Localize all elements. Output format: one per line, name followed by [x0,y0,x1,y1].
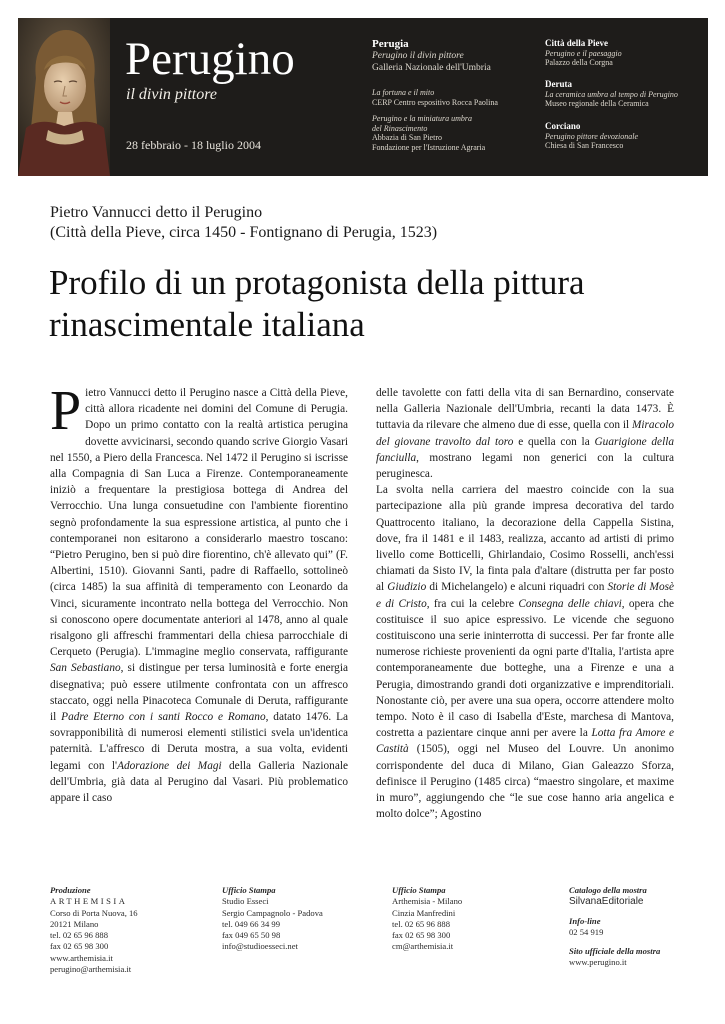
venue-city: Perugia [372,38,409,50]
text-run: di Michelangelo) e alcuni riquadri con [426,581,608,594]
banner-title: Perugino [125,33,295,85]
author-dates: (Città della Pieve, circa 1450 - Fontignano di Perugia, 1523) [50,224,438,241]
show-title: Perugino e la miniatura umbra [372,114,472,123]
text-run: , datato 1476. La sovrapponibilità di numerosi elementi stilistici svela un'identica paternità. L'affresco di Deruta mostra, a sua volta, evidenti legami con l' [50,711,348,772]
banner-dates: 28 febbraio - 18 luglio 2004 [126,138,261,152]
footer-line: Arthemisia - Milano [392,896,463,907]
show-title: Perugino il divin pittore [372,51,464,62]
show-title: Perugino pittore devozionale [545,131,639,141]
drop-cap: P [50,380,82,442]
show-venue: CERP Centro espositivo Rocca Paolina [372,97,498,107]
footer-production [50,885,210,975]
author-info [50,203,670,243]
venue-city: Deruta [545,79,572,89]
show-venue: Museo regionale della Ceramica [545,99,649,109]
text-run: della Galleria Nazionale dell'Umbria, già data al Perugino dal Vasari. Più problematico appare il caso [50,759,348,805]
show-venue: Fondazione per l'Istruzione Agraria [372,142,486,152]
footer-line: Studio Esseci [222,896,269,907]
portrait-illustration [18,18,110,176]
footer-catalog [569,885,709,969]
work-title: Adorazione dei Magi [117,759,222,772]
show-venue: Palazzo della Corgna [545,58,613,68]
text-run: (1505), oggi nel Museo del Louvre. Un anonimo corrispondente del duca di Milano, Gian Galeazzo Sforza, definisce il Perugino (1485 circa) “maestro singolare, et maxime in muro”, aggiungendo che “le sue cose hanno aria angelica e molto dolce”; Agostino [376,743,674,821]
show-title: La fortuna e il mito [372,88,435,97]
text-run: ietro Vannucci detto il Perugino nasce a Città della Pieve, città allora ricadente nei domini del Comune di Perugia. Dopo un primo contatto con la realtà artistica perugina dovette avvicinarsi, secondo quando scrive Giorgio Vasari nel 1550, a Piero della Francesca. Nel 1472 il Perugino si iscrisse alla Compagnia di San Luca a Firenze. Contemporaneamente iniziò a frequentare la prestigiosa bottega di Andrea del Verrocchio. Una lunga consuetudine con l'ambiente fiorentino segnò profondamente la sua espressione artistica, al punto che i contemporanei non esitarono a considerarlo maestro toscano: “Pietro Perugino, ben si può dire fiorentino, ch'è allevato qui” (F. Albertini, 1510). Giovanni Santi, padre di Raffaello, sottolineò (circa 1485) la sua affinità di temperamento con Leonardo da Vinci, sicuramente incontrato nella bottega del Verrocchio. Non si conoscono opere documentate anteriori al 1478, anno al quale risalgono gli affreschi frammentari della chiesa parrocchiale di Cerqueto (Perugia). L'immagine meglio conservata, raffigurante [50,387,348,659]
footer-email[interactable]: perugino@arthemisia.it [50,964,132,975]
work-title: Giudizio [387,581,427,594]
text-run: , fra cui la celebre [426,597,519,610]
footer-heading: Ufficio Stampa [392,885,446,895]
footer-heading: Ufficio Stampa [222,885,276,895]
show-title: Perugino e il paesaggio [545,48,622,58]
publisher-logo: SilvanaEditoriale [569,896,644,908]
footer-email[interactable]: info@studioesseci.net [222,941,298,952]
work-title: Lotta fra Amore e Castità [376,727,675,756]
venue-city: Corciano [545,121,581,131]
article-column-right [376,385,674,822]
article-headline: Profilo di un protagonista della pittura rinascimentale italiana [49,263,585,344]
portrait-image [18,18,110,176]
footer-heading: Catalogo della mostra [569,885,647,895]
footer-line: fax 02 65 98 300 [392,930,451,941]
work-title: Miracolo del giovane travolto dal toro [376,419,675,448]
venue-perugia [372,38,544,74]
venue-corciano [545,121,705,151]
show-venue: Galleria Nazionale dell'Umbria [372,62,491,73]
footer-heading: Sito ufficiale della mostra [569,946,661,957]
article-paragraph [50,380,348,806]
venue-citta-della-pieve [545,38,705,68]
footer-heading: Info-line [569,915,601,926]
author-name: Pietro Vannucci detto il Perugino [50,204,263,221]
work-title: Storie di Mosè e di Cristo [376,581,675,610]
text-run: , si distingue per tersa luminosità e forte energia disegnativa; può essere utilmente confrontata con un affresco staccato, oggi nella Pinacoteca Comunale di Deruta, raffigurante il [50,662,348,724]
show-title: La ceramica umbra al tempo di Perugino [545,89,678,99]
producer-brand: ARTHEMISIA [50,896,128,907]
footer-line: tel. 02 65 96 888 [392,918,451,929]
work-title: Consegna delle chiavi [518,597,622,610]
banner-subtitle: il divin pittore [126,86,217,103]
article-paragraph [376,385,674,482]
text-run: e quella con la [513,435,595,448]
work-title: Padre Eterno con i santi Rocco e Romano [61,711,266,724]
show-fortuna [372,88,544,107]
footer-email[interactable]: cm@arthemisia.it [392,941,454,952]
footer-line: Cinzia Manfredini [392,907,456,918]
article-paragraph [376,482,674,822]
footer-line: Corso di Porta Nuova, 16 [50,907,138,918]
infoline-number: 02 54 919 [569,926,604,937]
footer-heading: Produzione [50,885,91,895]
footer-line: Sergio Campagnolo - Padova [222,907,323,918]
show-venue: Abbazia di San Pietro [372,133,442,143]
footer-press-padova [222,885,382,953]
show-miniatura [372,114,544,152]
venue-city: Città della Pieve [545,38,608,48]
text-run: , mostrano legami non generici con la cultura peruginesca. [376,451,674,481]
text-run: , opera che costituisce il suo apice espressivo. Le vicende che seguono costituiscono una serie ininterrotta di successi. Per far fronte alle numerose richieste provenienti da ogni parte d'Italia, l'artista apre contemporaneamente due botteghe, una a Firenze e una a Perugia, dimostrando grandi doti organizzative e imprenditoriali. Nonostante ciò, per avere una sua opera, occorre attendere molto tempo. Noto è il caso di Isabella d'Este, marchesa di Mantova, costretta a pazientare cinque anni per avere la [376,597,675,740]
venue-deruta [545,79,705,109]
exhibition-banner [18,18,708,176]
show-title: del Rinascimento [372,123,428,133]
footer-press-milano [392,885,552,953]
footer-line: 20121 Milano [50,918,99,929]
footer-line: tel. 02 65 96 888 [50,930,109,941]
footer-line: tel. 049 66 34 99 [222,918,281,929]
footer-line: fax 02 65 98 300 [50,941,109,952]
footer-line: fax 049 65 50 98 [222,930,281,941]
text-run: La svolta nella carriera del maestro coincide con la sua partecipazione alla più grande impresa decorativa del tardo Quattrocento italiano, la decorazione della Cappella Sistina, dove, fra il 1481 e il 1483, realizza, accanto ad artisti di primo livello come Botticelli, Ghirlandaio, Cosimo Rosselli, anch'essi chiamati da Sisto IV, la finta pala d'altare (distrutta per far posto al [376,484,674,594]
text-run: delle tavolette con fatti della vita di san Bernardino, conservate nella Galleria Nazionale dell'Umbria, recanti la data 1473. È tuttavia da rilevare che almeno due di esse, quella con il [376,387,674,432]
work-title: Guarigione della fanciulla [376,435,674,464]
work-title: San Sebastiano [50,662,121,675]
show-venue: Chiesa di San Francesco [545,141,624,151]
footer-link[interactable]: www.arthemisia.it [50,952,113,963]
footer-link[interactable]: www.perugino.it [569,957,627,968]
article-column-left [50,380,348,806]
